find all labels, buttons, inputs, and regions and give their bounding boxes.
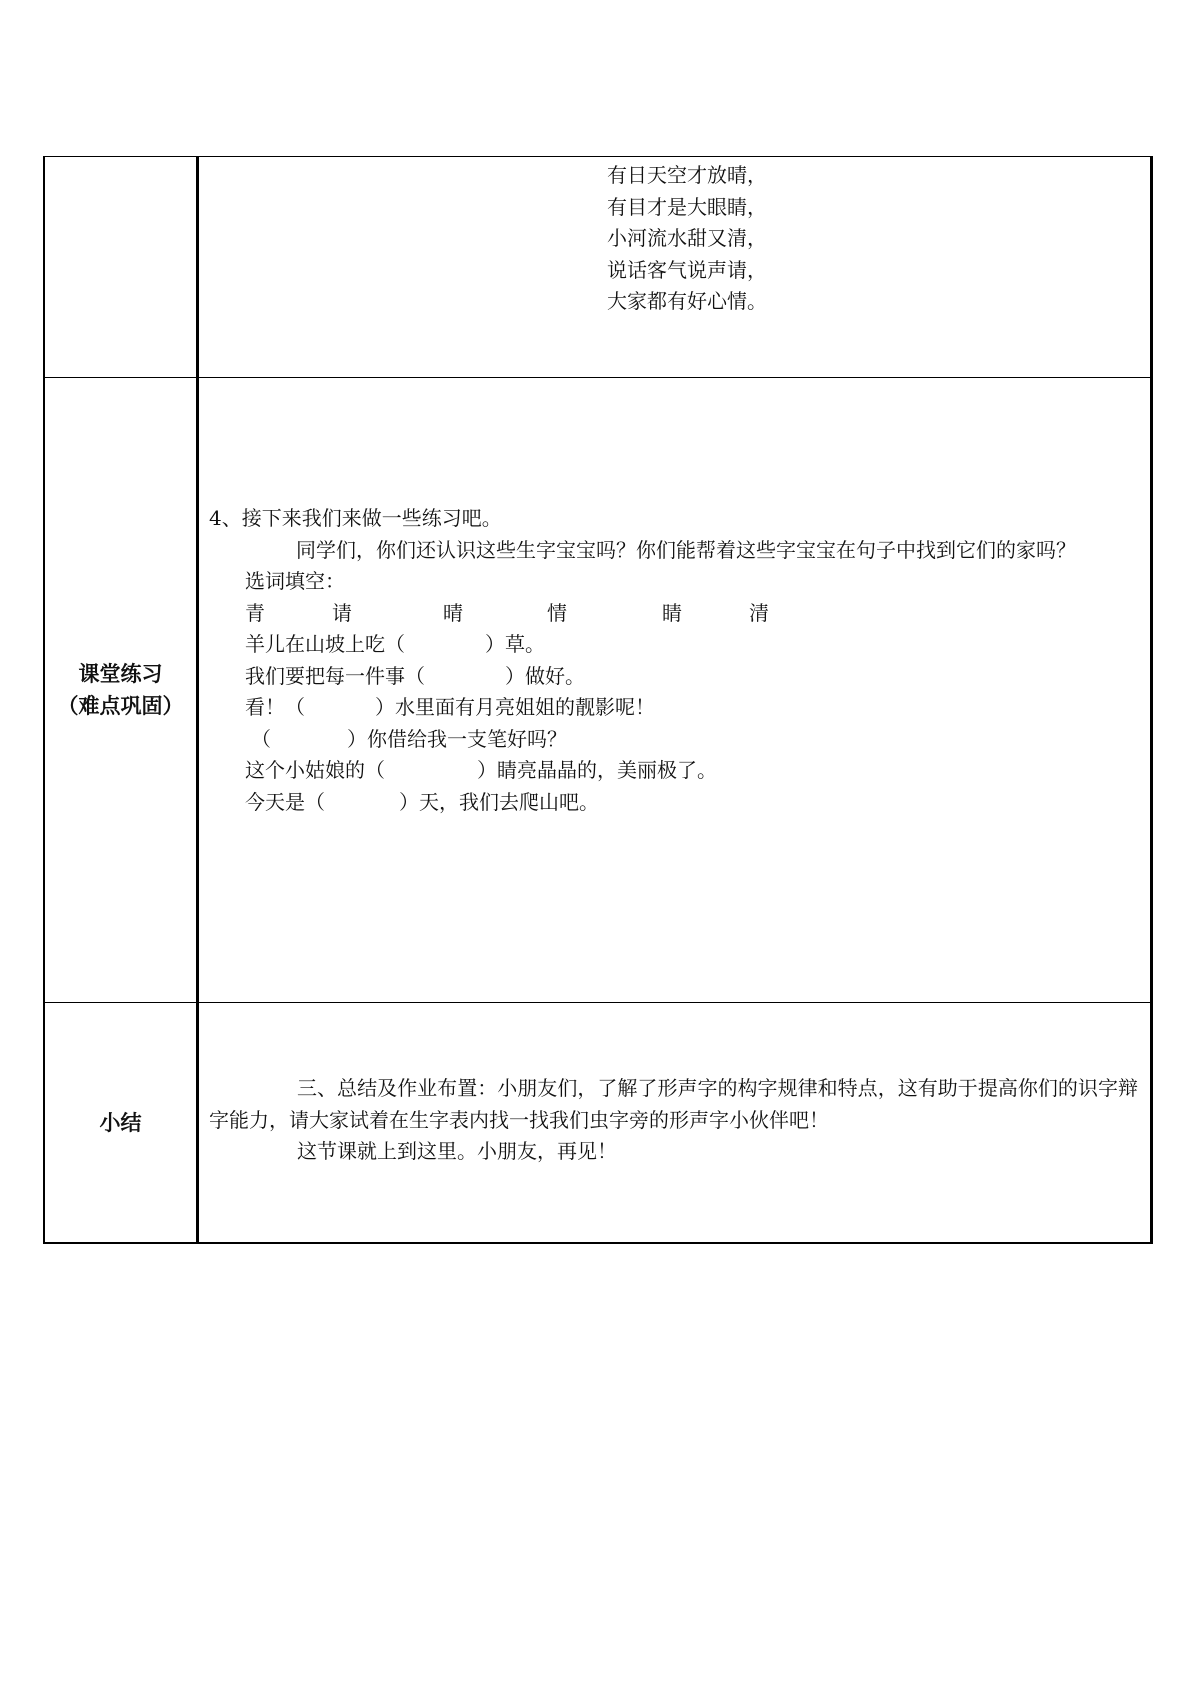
fill-in-sentence	[209, 787, 1140, 819]
row-label-exercise	[45, 378, 199, 1002]
poem-line: 小河流水甜又清，	[607, 226, 767, 250]
summary-closing: 这节课就上到这里。小朋友，再见！	[297, 1139, 617, 1163]
row-label-summary: 小结	[45, 1003, 199, 1242]
sentence-before: 羊儿在山坡上吃（	[245, 632, 405, 656]
summary-cell	[199, 1003, 1150, 1242]
poem-line: 大家都有好心情。	[607, 289, 767, 313]
fill-in-sentence	[209, 692, 1140, 724]
row-label-line: （难点巩固）	[57, 694, 184, 718]
fill-in-sentence	[209, 629, 1140, 661]
sentence-after: ）草。	[485, 632, 545, 656]
sentence-after: ）睛亮晶晶的，美丽极了。	[477, 758, 717, 782]
sentence-before: 今天是（	[245, 789, 325, 814]
table-row	[45, 1003, 1150, 1242]
sentence-after: ）水里面有月亮姐姐的靓影呢！	[375, 695, 655, 719]
poem	[607, 160, 767, 318]
exercise-block	[209, 503, 1140, 818]
fill-in-sentence	[209, 661, 1140, 693]
word-choice: 青	[245, 600, 265, 625]
word-choice: 请	[332, 600, 352, 625]
fill-in-sentence	[209, 724, 1140, 756]
table-row	[45, 378, 1150, 1003]
sentence-before: （	[251, 726, 271, 751]
sentence-after: ）天，我们去爬山吧。	[399, 789, 599, 814]
poem-line: 说话客气说声请，	[607, 257, 767, 282]
word-choice: 睛	[662, 600, 682, 625]
sentence-after: ）做好。	[505, 663, 585, 688]
poem-cell	[199, 157, 1150, 377]
exercise-intro-text: 同学们，你们还认识这些生字宝宝吗？你们能帮着这些字宝宝在句子中找到它们的家吗？	[296, 537, 1076, 562]
summary-block	[209, 1073, 1138, 1168]
word-choices	[209, 598, 1140, 630]
sentence-after: ）你借给我一支笔好吗？	[347, 726, 567, 751]
summary-paragraph: 三、总结及作业布置：小朋友们，了解了形声字的构字规律和特点，这有助于提高你们的识字辩字能力，请大家试着在生字表内找一找我们虫字旁的形声字小伙伴吧！	[209, 1076, 1138, 1132]
word-choice: 晴	[443, 600, 463, 625]
poem-line: 有目才是大眼睛，	[607, 194, 767, 219]
sentence-before: 这个小姑娘的（	[245, 758, 385, 782]
table-row	[45, 157, 1150, 378]
exercise-intro	[209, 535, 1140, 567]
exercise-task: 选词填空：	[245, 569, 345, 593]
sentence-before: 看！（	[245, 695, 305, 719]
exercise-heading: 4、接下来我们来做一些练习吧。	[209, 506, 502, 530]
fill-in-sentence	[209, 755, 1140, 787]
word-choice: 清	[749, 600, 769, 625]
poem-line: 有日天空才放晴，	[607, 163, 767, 187]
lesson-table	[43, 156, 1153, 1244]
exercise-cell	[199, 378, 1150, 1002]
row-label-empty	[45, 157, 199, 377]
row-label-line: 课堂练习	[78, 662, 163, 686]
word-choice: 情	[547, 600, 567, 625]
sentence-before: 我们要把每一件事（	[245, 663, 425, 688]
